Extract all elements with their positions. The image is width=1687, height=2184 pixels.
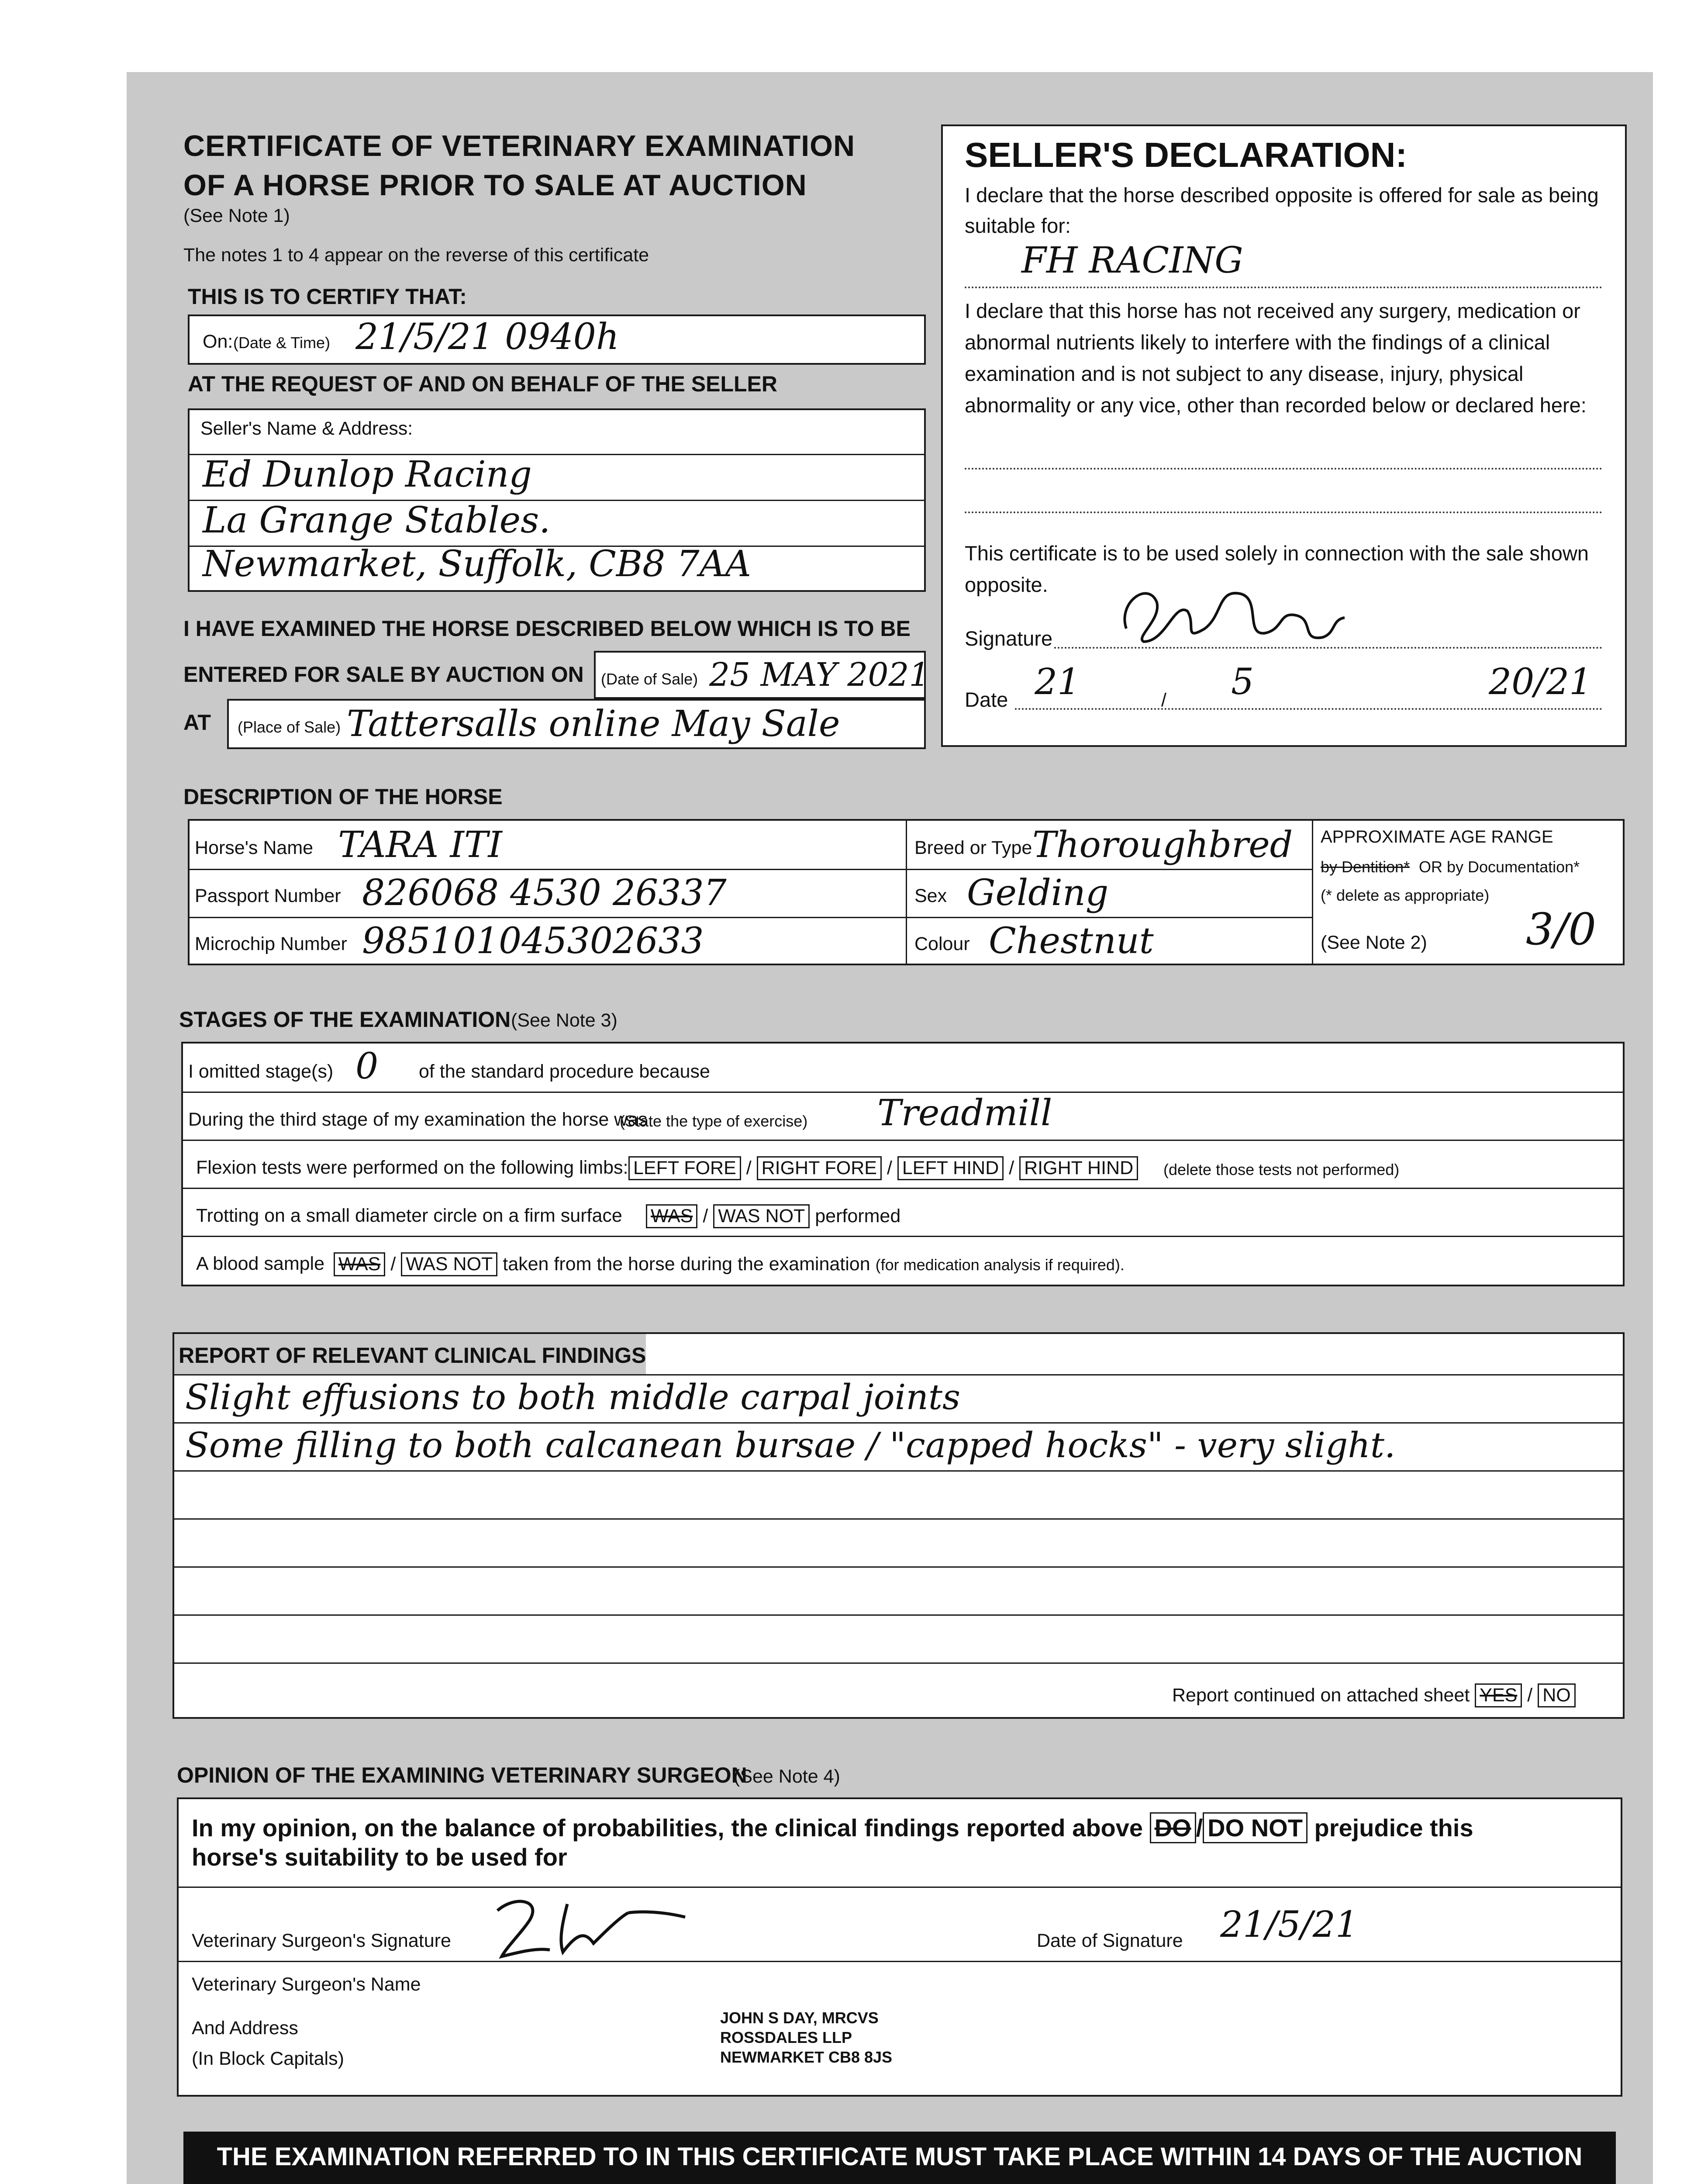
sellers-declaration-heading: SELLER'S DECLARATION:: [965, 135, 1408, 174]
blood-was-not-option[interactable]: WAS NOT: [401, 1252, 497, 1276]
stages-table: [181, 1042, 1625, 1286]
date-label: Date: [965, 688, 1008, 711]
declaration-text2c: examination and is not subject to any disease, injury, physical: [965, 362, 1524, 385]
right-hind-option[interactable]: RIGHT HIND: [1019, 1156, 1138, 1180]
seller-address-field[interactable]: [188, 408, 926, 592]
declaration-text2d: abnormality or any vice, other than recorded below or declared here:: [965, 394, 1587, 417]
declared-line-2[interactable]: [965, 511, 1602, 513]
vet-date-value[interactable]: 21/5/21: [1220, 1904, 1359, 1946]
finding-line-1[interactable]: Slight effusions to both middle carpal joints: [185, 1377, 961, 1417]
stages-heading-note: (See Note 3): [511, 1010, 618, 1031]
seller-date-year: 20/21: [1489, 661, 1592, 703]
declaration-text3a: This certificate is to be used solely in connection with the sale shown: [965, 542, 1589, 565]
opinion-text: [192, 1812, 1473, 1843]
vet-address-label: And Address: [192, 2018, 298, 2039]
vet-name-label: Veterinary Surgeon's Name: [192, 1974, 421, 1995]
certificate-title-line2: OF A HORSE PRIOR TO SALE AT AUCTION: [183, 169, 807, 202]
age-see-note: (See Note 2): [1321, 932, 1427, 953]
report-heading: REPORT OF RELEVANT CLINICAL FINDINGS: [179, 1343, 646, 1368]
sex-value[interactable]: Gelding: [967, 872, 1109, 914]
colour-label: Colour: [914, 933, 970, 954]
third-stage-value[interactable]: Treadmill: [877, 1092, 1052, 1134]
age-delete-note: (* delete as appropriate): [1321, 886, 1490, 904]
opinion-box: [177, 1797, 1622, 2097]
seller-date-day: 21: [1035, 661, 1080, 703]
vet-date-label: Date of Signature: [1037, 1930, 1183, 1951]
report-continued: [1172, 1683, 1576, 1707]
opinion-do-not-option[interactable]: DO NOT: [1203, 1812, 1308, 1843]
flexion-label: Flexion tests were performed on the following limbs:: [196, 1157, 628, 1178]
vet-signature-label: Veterinary Surgeon's Signature: [192, 1930, 451, 1951]
date-slash-1: /: [1161, 690, 1166, 711]
right-fore-option[interactable]: RIGHT FORE: [757, 1156, 882, 1180]
title-see-note: (See Note 1): [183, 205, 290, 226]
declaration-text2b: abnormal nutrients likely to interfere with the findings of a clinical: [965, 331, 1550, 354]
examined-line2: ENTERED FOR SALE BY AUCTION ON: [183, 662, 584, 687]
description-heading: DESCRIPTION OF THE HORSE: [183, 784, 503, 809]
seller-label: Seller's Name & Address:: [200, 418, 413, 439]
declared-line-1[interactable]: [965, 467, 1602, 470]
footer-banner: THE EXAMINATION REFERRED TO IN THIS CERTIFICATE MUST TAKE PLACE WITHIN 14 DAYS OF THE AUCTION: [183, 2132, 1616, 2184]
age-value[interactable]: 3/0: [1526, 904, 1596, 955]
vet-stamp-line2: ROSSDALES LLP: [720, 2028, 852, 2046]
signature-label: Signature: [965, 627, 1053, 650]
opinion-text-b: prejudice this: [1314, 1814, 1473, 1842]
left-hind-option[interactable]: LEFT HIND: [897, 1156, 1004, 1180]
seller-line-1: Ed Dunlop Racing: [203, 454, 532, 495]
third-stage-label: During the third stage of my examination the horse was: [188, 1109, 648, 1130]
passport-label: Passport Number: [195, 885, 341, 906]
declaration-text2a: I declare that this horse has not received any surgery, medication or: [965, 299, 1580, 322]
declaration-text3b: opposite.: [965, 573, 1048, 596]
flexion-limbs: [628, 1156, 1138, 1180]
place-of-sale-field[interactable]: [227, 699, 926, 749]
on-label: On:: [203, 331, 233, 352]
microchip-value[interactable]: 985101045302633: [362, 920, 704, 962]
trotting-was-not-option[interactable]: WAS NOT: [713, 1204, 810, 1228]
vet-stamp-line1: JOHN S DAY, MRCVS: [720, 2009, 879, 2027]
microchip-label: Microchip Number: [195, 933, 347, 954]
sex-label: Sex: [914, 885, 947, 906]
place-of-sale-value: Tattersalls online May Sale: [347, 703, 840, 745]
horse-name-label: Horse's Name: [195, 837, 314, 858]
flexion-tail: (delete those tests not performed): [1163, 1161, 1400, 1178]
colour-value[interactable]: Chestnut: [989, 920, 1154, 962]
trotting-performed: performed: [815, 1206, 901, 1227]
examined-line1: I HAVE EXAMINED THE HORSE DESCRIBED BELOW WHICH IS TO BE: [183, 616, 911, 641]
certificate-title-line1: CERTIFICATE OF VETERINARY EXAMINATION: [183, 129, 856, 162]
slash: /: [390, 1254, 396, 1275]
omitted-value[interactable]: 0: [355, 1046, 379, 1087]
seller-date-line[interactable]: [1015, 707, 1602, 710]
vet-stamp-line3: NEWMARKET CB8 8JS: [720, 2048, 893, 2066]
age-by-documentation: OR by Documentation*: [1419, 858, 1580, 876]
on-date-value: 21/5/21 0940h: [355, 316, 619, 358]
report-box: [172, 1332, 1625, 1719]
blood-options: [334, 1252, 1125, 1276]
opinion-heading-note: (See Note 4): [734, 1766, 840, 1787]
trotting-label: Trotting on a small diameter circle on a firm surface: [196, 1205, 622, 1226]
blood-label: A blood sample: [196, 1253, 325, 1274]
date-of-sale-value: 25 MAY 2021: [709, 656, 930, 694]
stages-heading: STAGES OF THE EXAMINATION: [179, 1007, 511, 1032]
request-heading: AT THE REQUEST OF AND ON BEHALF OF THE SELLER: [188, 372, 777, 396]
left-fore-option[interactable]: LEFT FORE: [628, 1156, 741, 1180]
on-sublabel: (Date & Time): [233, 334, 331, 352]
horse-name-value[interactable]: TARA ITI: [338, 824, 502, 866]
sellers-declaration-box: [941, 124, 1627, 747]
blood-was-option[interactable]: WAS: [334, 1252, 385, 1276]
description-table: [188, 819, 1625, 965]
opinion-heading: OPINION OF THE EXAMINING VETERINARY SURGEON: [177, 1763, 747, 1787]
seller-signature-image: [1109, 576, 1353, 650]
continued-yes-option[interactable]: YES: [1475, 1683, 1522, 1707]
third-stage-sublabel: (State the type of exercise): [620, 1112, 808, 1130]
seller-line-3: Newmarket, Suffolk, CB8 7AA: [203, 543, 751, 585]
opinion-text-a: In my opinion, on the balance of probabilities, the clinical findings reported above: [192, 1814, 1143, 1842]
suitable-for-value: FH RACING: [1021, 240, 1243, 281]
age-heading: APPROXIMATE AGE RANGE: [1321, 827, 1553, 847]
slash: /: [887, 1158, 892, 1178]
declaration-text1b: suitable for:: [965, 214, 1071, 237]
on-date-field[interactable]: [188, 314, 926, 365]
date-of-sale-sublabel: (Date of Sale): [601, 670, 698, 688]
breed-value[interactable]: Thoroughbred: [1032, 824, 1293, 866]
blood-tail: taken from the horse during the examination: [503, 1254, 870, 1275]
trotting-was-option[interactable]: WAS: [646, 1204, 697, 1228]
report-continued-label: Report continued on attached sheet: [1172, 1685, 1470, 1706]
certify-heading: THIS IS TO CERTIFY THAT:: [188, 284, 467, 309]
seller-line-2: La Grange Stables.: [203, 500, 551, 541]
slash: /: [746, 1158, 752, 1178]
opinion-text-c: horse's suitability to be used for: [192, 1843, 567, 1871]
age-by-dentition: by Dentition*: [1321, 858, 1410, 876]
at-label: AT: [183, 710, 211, 735]
slash: /: [1009, 1158, 1014, 1178]
vet-signature-image: [489, 1887, 694, 1963]
omitted-label: I omitted stage(s): [188, 1061, 334, 1082]
date-of-sale-field[interactable]: [594, 651, 930, 699]
notes-reverse-text: The notes 1 to 4 appear on the reverse of this certificate: [183, 245, 649, 266]
trotting-options: [646, 1204, 900, 1228]
slash: /: [1196, 1814, 1203, 1842]
declaration-text1a: I declare that the horse described opposite is offered for sale as being: [965, 183, 1599, 207]
omitted-tail: of the standard procedure because: [419, 1061, 710, 1082]
blood-sublabel: (for medication analysis if required).: [875, 1256, 1125, 1274]
seller-date-month: 5: [1231, 661, 1254, 703]
opinion-do-option[interactable]: DO: [1150, 1812, 1196, 1843]
slash: /: [1527, 1685, 1533, 1706]
place-of-sale-sublabel: (Place of Sale): [238, 718, 341, 736]
finding-line-2[interactable]: Some filling to both calcanean bursae / "capped hocks" - very slight.: [185, 1425, 1396, 1465]
passport-value[interactable]: 826068 4530 26337: [362, 872, 727, 914]
breed-label: Breed or Type: [914, 837, 1032, 858]
block-capitals-label: (In Block Capitals): [192, 2048, 344, 2069]
slash: /: [703, 1206, 708, 1227]
continued-no-option[interactable]: NO: [1538, 1683, 1576, 1707]
